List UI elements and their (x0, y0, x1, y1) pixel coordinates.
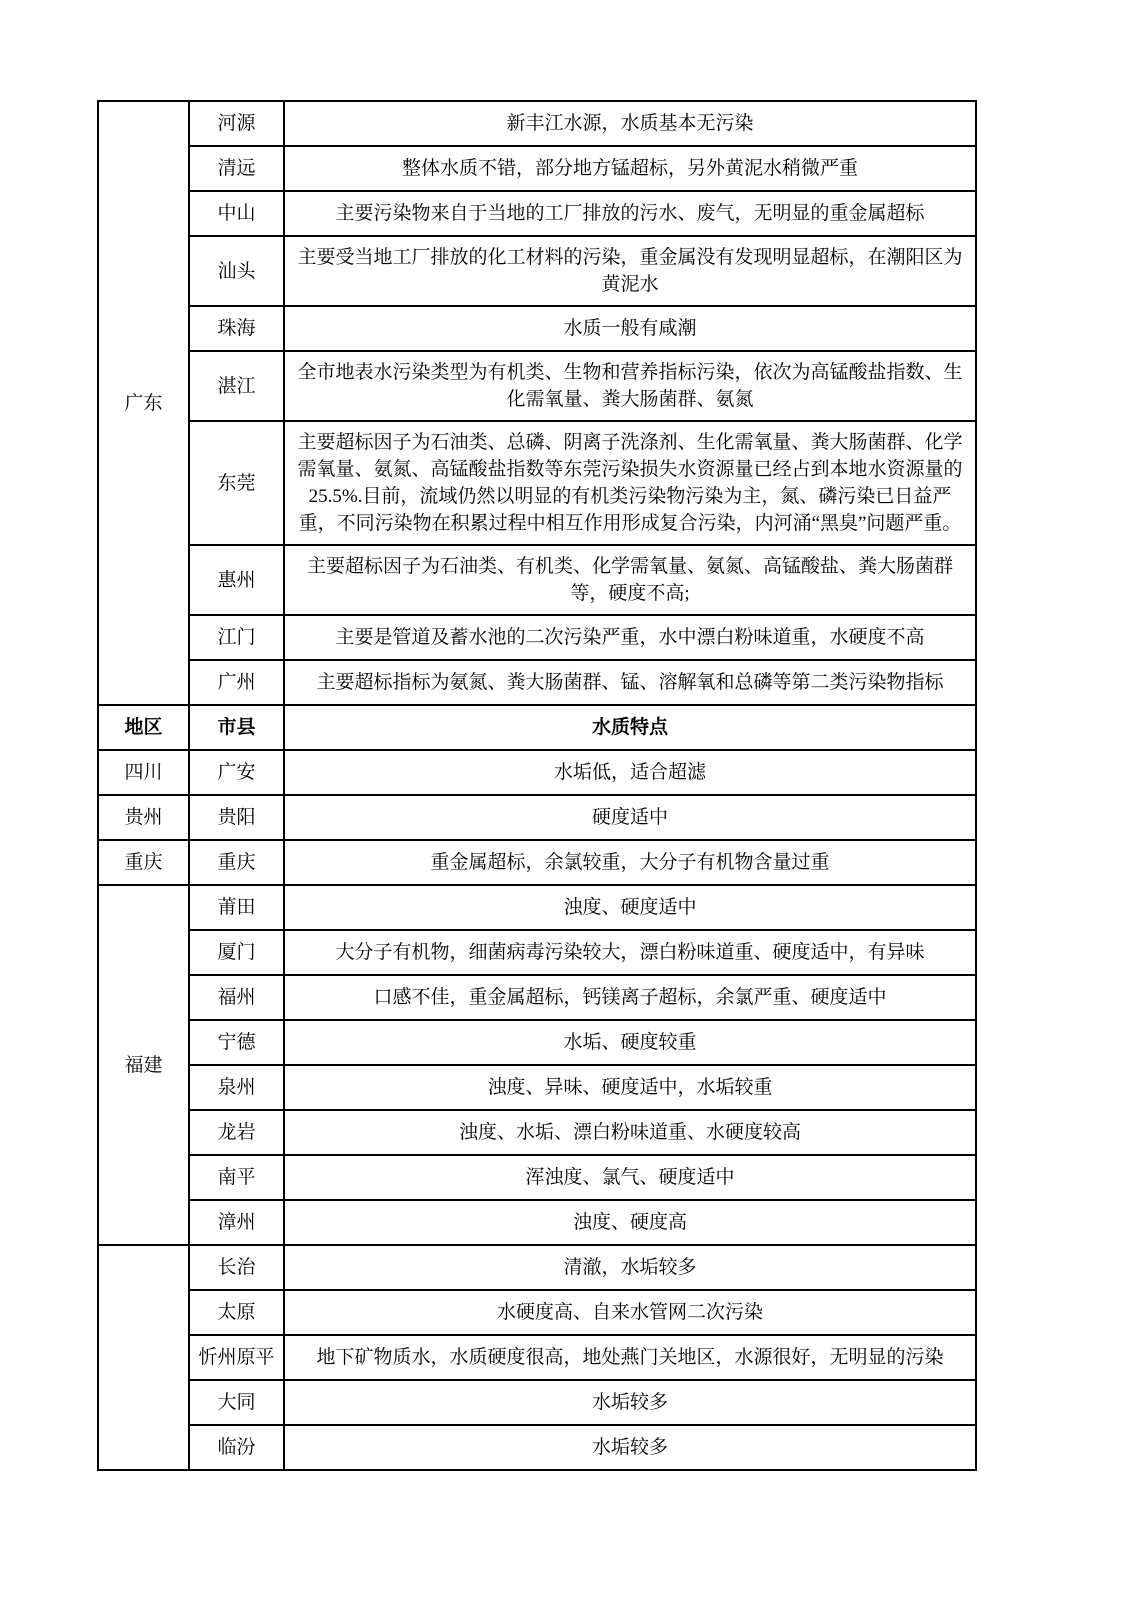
city-cell: 太原 (189, 1290, 284, 1335)
table-row (98, 306, 976, 351)
city-cell: 广安 (189, 750, 284, 795)
city-cell: 大同 (189, 1380, 284, 1425)
city-cell: 河源 (189, 101, 284, 146)
feature-cell: 主要是管道及蓄水池的二次污染严重，水中漂白粉味道重，水硬度不高 (284, 615, 976, 660)
feature-cell: 浊度、硬度适中 (284, 885, 976, 930)
city-cell: 宁德 (189, 1020, 284, 1065)
water-quality-table (97, 100, 977, 1471)
city-cell: 贵阳 (189, 795, 284, 840)
table-row (98, 885, 976, 930)
feature-cell: 水垢较多 (284, 1425, 976, 1470)
table-row (98, 1020, 976, 1065)
feature-cell: 水硬度高、自来水管网二次污染 (284, 1290, 976, 1335)
city-cell: 忻州原平 (189, 1335, 284, 1380)
feature-cell: 浊度、水垢、漂白粉味道重、水硬度较高 (284, 1110, 976, 1155)
region-label: 广东 (124, 392, 163, 414)
city-cell: 南平 (189, 1155, 284, 1200)
table-row (98, 236, 976, 306)
city-cell: 惠州 (189, 545, 284, 615)
city-cell: 龙岩 (189, 1110, 284, 1155)
feature-cell: 水垢低，适合超滤 (284, 750, 976, 795)
table-row (98, 795, 976, 840)
table-row (98, 191, 976, 236)
table-row (98, 615, 976, 660)
city-cell: 广州 (189, 660, 284, 705)
city-cell: 临汾 (189, 1425, 284, 1470)
city-cell: 汕头 (189, 236, 284, 306)
city-cell: 漳州 (189, 1200, 284, 1245)
table-row (98, 146, 976, 191)
region-cell: 贵州 (98, 795, 189, 840)
feature-cell: 主要超标因子为石油类、总磷、阴离子洗涤剂、生化需氧量、粪大肠菌群、化学需氧量、氨氮、高锰酸盐指数等东莞污染损失水资源量已经占到本地水资源量的25.5%.目前，流域仍然以明显的有机类污染物污染为主，氮、磷污染已日益严重，不同污染物在积累过程中相互作用形成复合污染，内河涌“黑臭”问题严重。 (284, 421, 976, 545)
feature-cell: 水垢、硬度较重 (284, 1020, 976, 1065)
feature-cell: 主要超标指标为氨氮、粪大肠菌群、锰、溶解氧和总磷等第二类污染物指标 (284, 660, 976, 705)
region-cell: 重庆 (98, 840, 189, 885)
city-cell: 重庆 (189, 840, 284, 885)
feature-cell: 硬度适中 (284, 795, 976, 840)
table-row (98, 101, 976, 146)
header-region: 地区 (98, 705, 189, 750)
table-row (98, 1290, 976, 1335)
header-feature: 水质特点 (284, 705, 976, 750)
city-cell: 厦门 (189, 930, 284, 975)
table-row (98, 1425, 976, 1470)
city-cell: 湛江 (189, 351, 284, 421)
city-cell: 泉州 (189, 1065, 284, 1110)
feature-cell: 整体水质不错，部分地方锰超标，另外黄泥水稍微严重 (284, 146, 976, 191)
feature-cell: 地下矿物质水，水质硬度很高，地处燕门关地区，水源很好，无明显的污染 (284, 1335, 976, 1380)
table-row (98, 975, 976, 1020)
feature-cell: 主要超标因子为石油类、有机类、化学需氧量、氨氮、高锰酸盐、粪大肠菌群等，硬度不高; (284, 545, 976, 615)
table-row (98, 1380, 976, 1425)
city-cell: 清远 (189, 146, 284, 191)
city-cell: 中山 (189, 191, 284, 236)
table-row (98, 1155, 976, 1200)
table-row (98, 930, 976, 975)
feature-cell: 浑浊度、氯气、硬度适中 (284, 1155, 976, 1200)
city-cell: 长治 (189, 1245, 284, 1290)
table-row (98, 1200, 976, 1245)
feature-cell: 清澈，水垢较多 (284, 1245, 976, 1290)
table-row (98, 545, 976, 615)
feature-cell: 水质一般有咸潮 (284, 306, 976, 351)
water-quality-table-wrap (97, 100, 977, 1471)
city-cell: 东莞 (189, 421, 284, 545)
city-cell: 福州 (189, 975, 284, 1020)
feature-cell: 重金属超标，余氯较重，大分子有机物含量过重 (284, 840, 976, 885)
table-row (98, 1065, 976, 1110)
city-cell: 莆田 (189, 885, 284, 930)
header-row (98, 705, 976, 750)
table-row (98, 1110, 976, 1155)
table-row (98, 1245, 976, 1290)
feature-cell: 新丰江水源，水质基本无污染 (284, 101, 976, 146)
city-cell: 珠海 (189, 306, 284, 351)
region-cell: 四川 (98, 750, 189, 795)
feature-cell: 浊度、异味、硬度适中，水垢较重 (284, 1065, 976, 1110)
region-cell (98, 1245, 189, 1470)
feature-cell: 主要受当地工厂排放的化工材料的污染，重金属没有发现明显超标，在潮阳区为黄泥水 (284, 236, 976, 306)
region-cell (98, 101, 189, 705)
feature-cell: 大分子有机物，细菌病毒污染较大，漂白粉味道重、硬度适中，有异味 (284, 930, 976, 975)
table-row (98, 1335, 976, 1380)
table-row (98, 351, 976, 421)
feature-cell: 浊度、硬度高 (284, 1200, 976, 1245)
table-row (98, 421, 976, 545)
header-city: 市县 (189, 705, 284, 750)
table-row (98, 750, 976, 795)
feature-cell: 全市地表水污染类型为有机类、生物和营养指标污染，依次为高锰酸盐指数、生化需氧量、粪大肠菌群、氨氮 (284, 351, 976, 421)
table-row (98, 840, 976, 885)
feature-cell: 口感不佳，重金属超标，钙镁离子超标，余氯严重、硬度适中 (284, 975, 976, 1020)
city-cell: 江门 (189, 615, 284, 660)
table-row (98, 660, 976, 705)
feature-cell: 主要污染物来自于当地的工厂排放的污水、废气，无明显的重金属超标 (284, 191, 976, 236)
feature-cell: 水垢较多 (284, 1380, 976, 1425)
region-cell: 福建 (98, 885, 189, 1245)
